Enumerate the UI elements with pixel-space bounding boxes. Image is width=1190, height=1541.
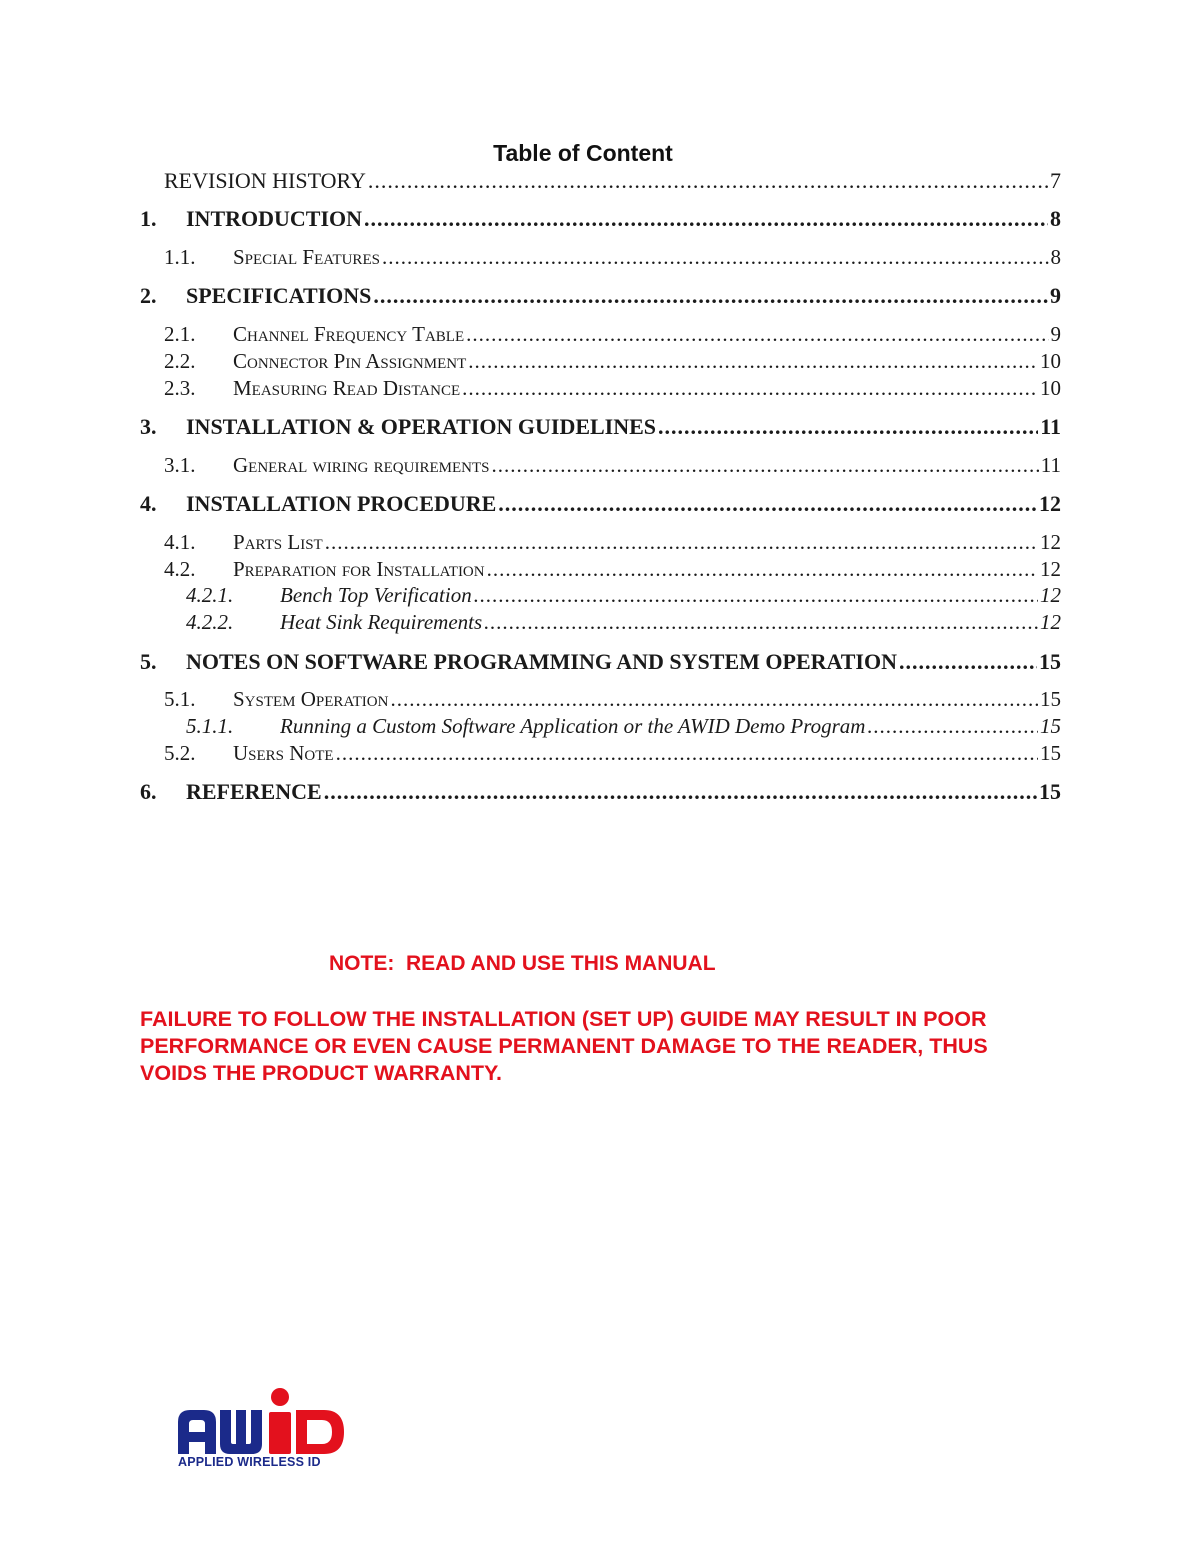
toc-dot-leader — [487, 557, 1038, 582]
toc-dot-leader — [373, 283, 1048, 309]
toc-dot-leader — [484, 610, 1038, 635]
toc-entry-number: 2.1. — [164, 322, 196, 346]
toc-dot-leader — [324, 779, 1037, 805]
toc-entry-line — [233, 245, 1061, 270]
toc-entry-number: 6. — [140, 779, 157, 804]
toc-entry-label: NOTES ON SOFTWARE PROGRAMMING AND SYSTEM OPERATION — [186, 649, 897, 674]
toc-entry-number: 3. — [140, 414, 157, 439]
toc-entry[interactable] — [0, 322, 1190, 352]
toc-entry-line — [186, 414, 1061, 440]
toc-entry-line — [186, 649, 1061, 675]
toc-entry-page: 12 — [1040, 610, 1061, 634]
toc-dot-leader — [368, 168, 1048, 194]
toc-entry-label: INSTALLATION PROCEDURE — [186, 491, 497, 516]
toc-entry[interactable] — [0, 245, 1190, 275]
toc-entry-page: 12 — [1040, 530, 1061, 554]
toc-entry-number: 3.1. — [164, 453, 196, 477]
toc-entry[interactable] — [0, 283, 1190, 313]
toc-entry-page: 11 — [1040, 453, 1061, 477]
toc-entry-number: 1. — [140, 206, 157, 231]
toc-entry-line — [233, 687, 1061, 712]
toc-entry-number: 4. — [140, 491, 157, 516]
toc-entry-number: 1.1. — [164, 245, 196, 269]
toc-entry-label: System Operation — [233, 687, 389, 711]
toc-dot-leader — [364, 206, 1048, 232]
logo-tagline: APPLIED WIRELESS ID — [178, 1455, 321, 1469]
toc-entry[interactable] — [0, 414, 1190, 444]
toc-entry[interactable] — [0, 168, 1190, 198]
toc-entry-page: 9 — [1050, 283, 1061, 308]
note-heading: NOTE: READ AND USE THIS MANUAL — [329, 952, 716, 975]
toc-entry-page: 7 — [1050, 168, 1061, 193]
toc-entry-line — [233, 557, 1061, 582]
toc-entry-page: 8 — [1050, 245, 1061, 269]
toc-entry-page: 9 — [1050, 322, 1061, 346]
toc-dot-leader — [390, 687, 1038, 712]
toc-entry[interactable] — [0, 779, 1190, 809]
toc-entry-label: INSTALLATION & OPERATION GUIDELINES — [186, 414, 657, 439]
toc-entry-number: 5.1. — [164, 687, 196, 711]
toc-entry[interactable] — [0, 649, 1190, 679]
toc-entry-label: Channel Frequency Table — [233, 322, 465, 346]
toc-entry-line — [233, 322, 1061, 347]
toc-dot-leader — [498, 491, 1037, 517]
toc-entry[interactable] — [0, 714, 1190, 744]
toc-dot-leader — [336, 741, 1038, 766]
toc-entry-label: Connector Pin Assignment — [233, 349, 467, 373]
toc-entry-label: INTRODUCTION — [186, 206, 363, 231]
toc-entry-line — [186, 491, 1061, 517]
toc-entry-number: 4.1. — [164, 530, 196, 554]
toc-entry-number: 5.1.1. — [186, 714, 234, 738]
toc-entry-label: Heat Sink Requirements — [280, 610, 483, 634]
toc-entry-page: 10 — [1040, 349, 1061, 373]
toc-entry-number: 2. — [140, 283, 157, 308]
toc-entry-page: 10 — [1040, 376, 1061, 400]
toc-dot-leader — [491, 453, 1038, 478]
toc-entry-label: Running a Custom Software Application or the AWID Demo Program — [280, 714, 866, 738]
toc-entry-label: Bench Top Verification — [280, 583, 472, 607]
toc-entry-label: Special Features — [233, 245, 380, 269]
toc-entry-number: 4.2.1. — [186, 583, 234, 607]
toc-entry-label: General wiring requirements — [233, 453, 490, 477]
toc-entry-page: 15 — [1040, 741, 1061, 765]
toc-entry-line — [280, 583, 1061, 608]
toc-entry-page: 15 — [1040, 714, 1061, 738]
toc-entry-label: SPECIFICATIONS — [186, 283, 372, 308]
toc-entry-line — [280, 714, 1061, 739]
toc-entry-line — [186, 779, 1061, 805]
toc-entry-label: Parts List — [233, 530, 323, 554]
toc-entry-label: Users Note — [233, 741, 334, 765]
toc-dot-leader — [468, 349, 1038, 374]
toc-entry-line — [233, 453, 1061, 478]
toc-entry-page: 15 — [1040, 687, 1061, 711]
toc-entry-page: 12 — [1039, 491, 1061, 516]
toc-entry[interactable] — [0, 206, 1190, 236]
toc-entry-number: 5.2. — [164, 741, 196, 765]
toc-entry-number: 2.3. — [164, 376, 196, 400]
toc-entry-number: 4.2.2. — [186, 610, 234, 634]
toc-dot-leader — [382, 245, 1049, 270]
toc-dot-leader — [474, 583, 1038, 608]
toc-entry[interactable] — [0, 491, 1190, 521]
toc-dot-leader — [466, 322, 1048, 347]
toc-entry-line — [233, 741, 1061, 766]
toc-entry-number: 4.2. — [164, 557, 196, 581]
toc-title: Table of Content — [493, 140, 673, 166]
toc-entry-line — [186, 206, 1061, 232]
toc-entry-line — [280, 610, 1061, 635]
toc-entry-line — [233, 349, 1061, 374]
toc-entry-page: 12 — [1040, 583, 1061, 607]
toc-entry-number: 2.2. — [164, 349, 196, 373]
toc-entry-page: 11 — [1040, 414, 1061, 439]
toc-entry[interactable] — [0, 583, 1190, 613]
toc-dot-leader — [462, 376, 1038, 401]
toc-entry-page: 15 — [1039, 779, 1061, 804]
toc-entry-page: 12 — [1040, 557, 1061, 581]
toc-entry[interactable] — [0, 741, 1190, 771]
toc-entry[interactable] — [0, 530, 1190, 560]
toc-entry[interactable] — [0, 610, 1190, 640]
toc-dot-leader — [658, 414, 1038, 440]
toc-entry[interactable] — [0, 453, 1190, 483]
toc-entry[interactable] — [0, 349, 1190, 379]
toc-entry-number: 5. — [140, 649, 157, 674]
warranty-warning: FAILURE TO FOLLOW THE INSTALLATION (SET UP) GUIDE MAY RESULT IN POOR PERFORMANCE OR EVEN CAUSE PERMANENT DAMAGE TO THE READER, THUS VOIDS THE PRODUCT WARRANTY. — [140, 1007, 988, 1085]
toc-dot-leader — [899, 649, 1037, 675]
toc-entry-page: 15 — [1039, 649, 1061, 674]
toc-entry-line — [233, 376, 1061, 401]
toc-entry-page: 8 — [1050, 206, 1061, 231]
toc-entry-label: REVISION HISTORY — [164, 168, 366, 193]
toc-entry[interactable] — [0, 376, 1190, 406]
toc-entry-line — [164, 168, 1061, 194]
toc-dot-leader — [867, 714, 1038, 739]
toc-entry-line — [233, 530, 1061, 555]
toc-entry-line — [186, 283, 1061, 309]
toc-entry-label: Preparation for Installation — [233, 557, 485, 581]
toc-entry[interactable] — [0, 687, 1190, 717]
toc-entry-label: Measuring Read Distance — [233, 376, 461, 400]
toc-dot-leader — [325, 530, 1038, 555]
toc-entry-label: REFERENCE — [186, 779, 322, 804]
